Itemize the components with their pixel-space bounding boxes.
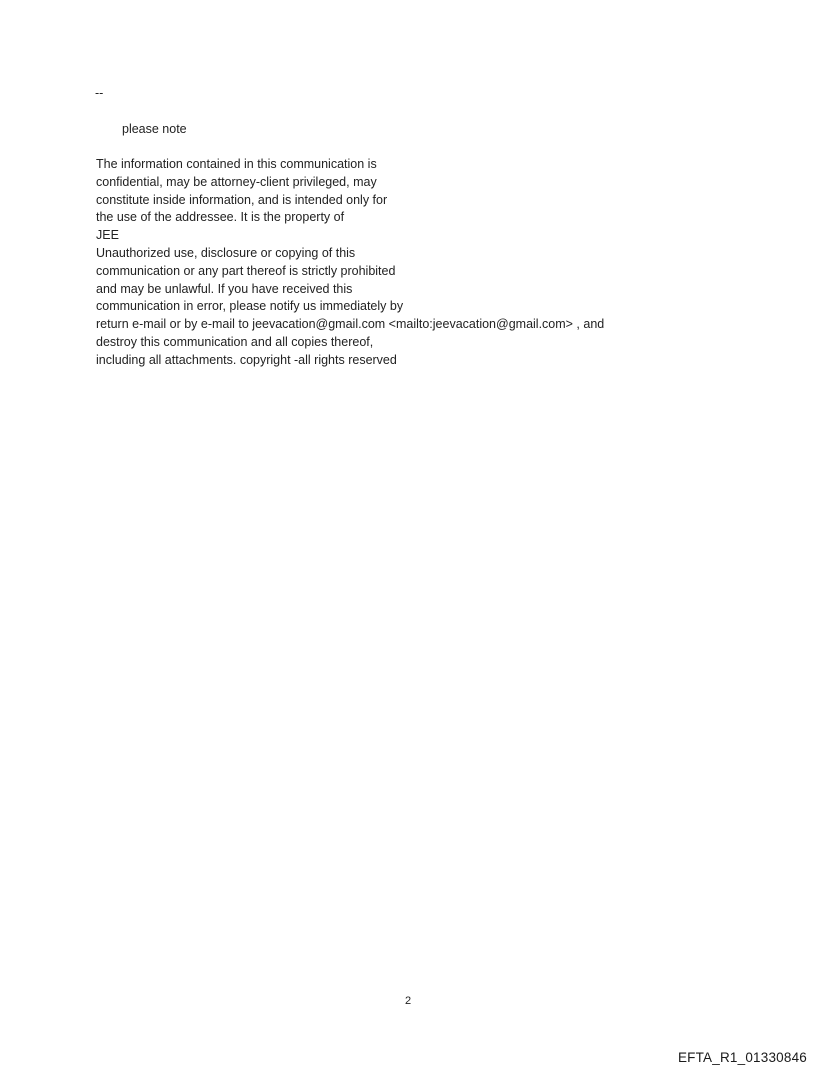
disclaimer-paragraph bbox=[96, 156, 676, 370]
disclaimer-line: Unauthorized use, disclosure or copying of this bbox=[96, 245, 356, 260]
disclaimer-line: confidential, may be attorney-client privileged, may bbox=[96, 174, 377, 189]
please-note-text: please note bbox=[122, 122, 187, 136]
disclaimer-line-email: return e-mail or by e-mail to jeevacation@gmail.com <mailto:jeevacation@gmail.com> , and bbox=[96, 317, 605, 332]
disclaimer-line: and may be unlawful. If you have received this bbox=[96, 281, 353, 296]
page-number: 2 bbox=[404, 995, 412, 1007]
disclaimer-line: including all attachments. copyright -all rights reserved bbox=[96, 352, 397, 367]
signature-delimiter: -- bbox=[95, 86, 104, 100]
disclaimer-line: communication or any part thereof is strictly prohibited bbox=[96, 263, 396, 278]
disclaimer-line: the use of the addressee. It is the property of bbox=[96, 210, 345, 225]
disclaimer-line: The information contained in this communication is bbox=[96, 157, 377, 171]
disclaimer-line: communication in error, please notify us immediately by bbox=[96, 299, 404, 314]
disclaimer-line: JEE bbox=[96, 228, 119, 243]
bates-number: EFTA_R1_01330846 bbox=[677, 1050, 807, 1065]
disclaimer-line: constitute inside information, and is intended only for bbox=[96, 192, 388, 207]
disclaimer-line: destroy this communication and all copies thereof, bbox=[96, 334, 374, 349]
